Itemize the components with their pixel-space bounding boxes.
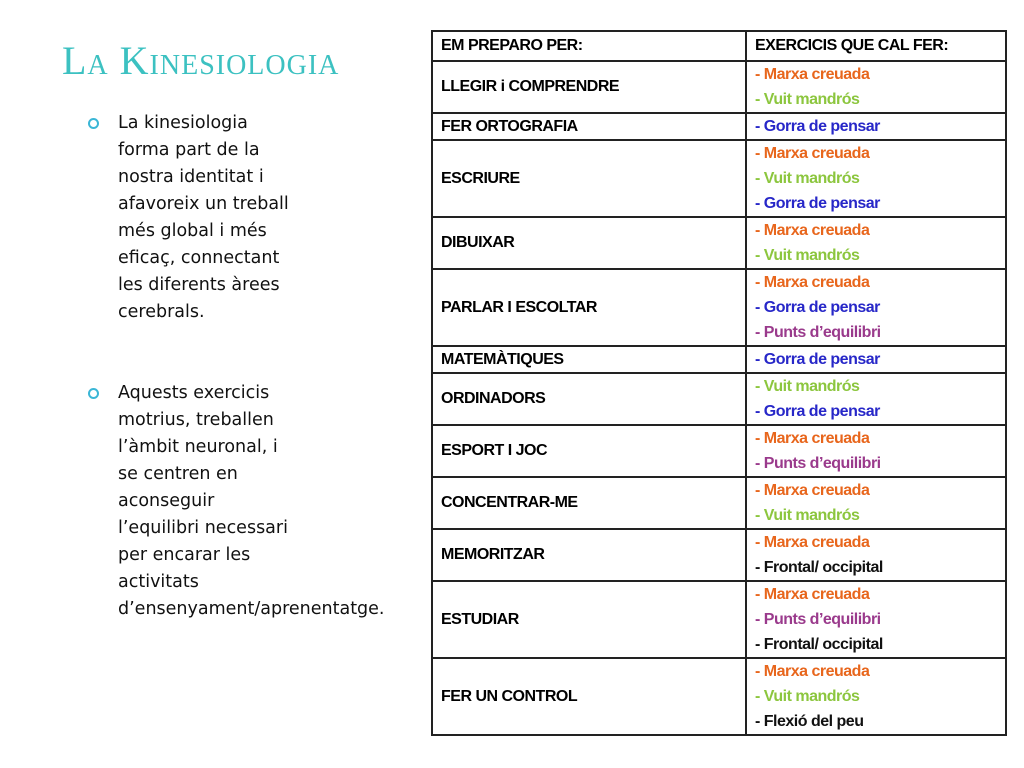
activity-cell: CONCENTRAR-ME xyxy=(432,477,746,529)
table-body xyxy=(432,61,1006,735)
table-row xyxy=(432,529,1006,581)
exercise-item: - Gorra de pensar xyxy=(755,299,880,316)
activity-cell: ESTUDIAR xyxy=(432,581,746,658)
exercise-item: - Marxa creuada xyxy=(755,274,870,291)
table-row xyxy=(432,140,1006,217)
table-row xyxy=(432,269,1006,346)
table-row xyxy=(432,477,1006,529)
exercise-item: - Gorra de pensar xyxy=(755,351,880,368)
exercise-item: - Vuit mandrós xyxy=(755,688,860,705)
exercises-cell xyxy=(746,140,1006,217)
header-exercises: EXERCICIS QUE CAL FER: xyxy=(746,31,1006,61)
exercises-cell xyxy=(746,373,1006,425)
bullet-text: La kinesiologia forma part de la nostra identitat i afavoreix un treball més global i més eficaç, connectant les diferents àrees cerebrals. xyxy=(118,113,289,322)
table-row xyxy=(432,61,1006,113)
table-row xyxy=(432,581,1006,658)
slide-title: La Kinesiologia xyxy=(62,38,340,83)
exercise-item: - Marxa creuada xyxy=(755,430,870,447)
exercise-item: - Frontal/ occipital xyxy=(755,559,883,576)
exercises-cell xyxy=(746,658,1006,735)
exercise-item: - Gorra de pensar xyxy=(755,118,880,135)
exercise-item: - Marxa creuada xyxy=(755,66,870,83)
exercises-cell xyxy=(746,113,1006,140)
exercises-cell xyxy=(746,581,1006,658)
activity-cell: ORDINADORS xyxy=(432,373,746,425)
exercise-item: - Punts d’equilibri xyxy=(755,455,881,472)
activity-cell: FER UN CONTROL xyxy=(432,658,746,735)
exercise-item: - Gorra de pensar xyxy=(755,403,880,420)
exercise-item: - Vuit mandrós xyxy=(755,247,860,264)
activity-cell: DIBUIXAR xyxy=(432,217,746,269)
table-row xyxy=(432,373,1006,425)
exercise-item: - Vuit mandrós xyxy=(755,170,860,187)
exercise-item: - Punts d’equilibri xyxy=(755,611,881,628)
bullet-circle-icon xyxy=(88,388,99,399)
exercise-item: - Vuit mandrós xyxy=(755,91,860,108)
bullet-text: Aquests exercicis motrius, treballen l’àmbit neuronal, i se centren en aconseguir l’equilibri necessari per encarar les activitats d’ensenyament/aprenentatge. xyxy=(118,383,385,619)
exercises-cell xyxy=(746,61,1006,113)
table-row xyxy=(432,217,1006,269)
bullet-item xyxy=(88,110,298,326)
exercises-cell xyxy=(746,269,1006,346)
exercises-cell xyxy=(746,529,1006,581)
exercise-item: - Marxa creuada xyxy=(755,222,870,239)
exercise-item: - Frontal/ occipital xyxy=(755,636,883,653)
header-activity: EM PREPARO PER: xyxy=(432,31,746,61)
table-row xyxy=(432,658,1006,735)
exercises-cell xyxy=(746,425,1006,477)
bullet-circle-icon xyxy=(88,118,99,129)
exercise-item: - Marxa creuada xyxy=(755,145,870,162)
exercises-cell xyxy=(746,217,1006,269)
exercises-cell xyxy=(746,477,1006,529)
activity-cell: MEMORITZAR xyxy=(432,529,746,581)
table-row xyxy=(432,346,1006,373)
activity-cell: PARLAR I ESCOLTAR xyxy=(432,269,746,346)
exercise-item: - Vuit mandrós xyxy=(755,507,860,524)
exercise-item: - Marxa creuada xyxy=(755,663,870,680)
activity-cell: MATEMÀTIQUES xyxy=(432,346,746,373)
bullet-item xyxy=(88,380,385,623)
exercise-item: - Marxa creuada xyxy=(755,482,870,499)
exercise-item: - Marxa creuada xyxy=(755,586,870,603)
exercise-item: - Gorra de pensar xyxy=(755,195,880,212)
activity-cell: ESPORT I JOC xyxy=(432,425,746,477)
table-row xyxy=(432,113,1006,140)
exercise-item: - Marxa creuada xyxy=(755,534,870,551)
exercise-item: - Flexió del peu xyxy=(755,713,864,730)
exercises-cell xyxy=(746,346,1006,373)
exercise-table xyxy=(431,30,1007,736)
table-header-row xyxy=(432,31,1006,61)
exercise-item: - Vuit mandrós xyxy=(755,378,860,395)
table-row xyxy=(432,425,1006,477)
activity-cell: ESCRIURE xyxy=(432,140,746,217)
bullet-list xyxy=(88,110,385,623)
activity-cell: FER ORTOGRAFIA xyxy=(432,113,746,140)
activity-cell: LLEGIR i COMPRENDRE xyxy=(432,61,746,113)
exercise-item: - Punts d’equilibri xyxy=(755,324,881,341)
